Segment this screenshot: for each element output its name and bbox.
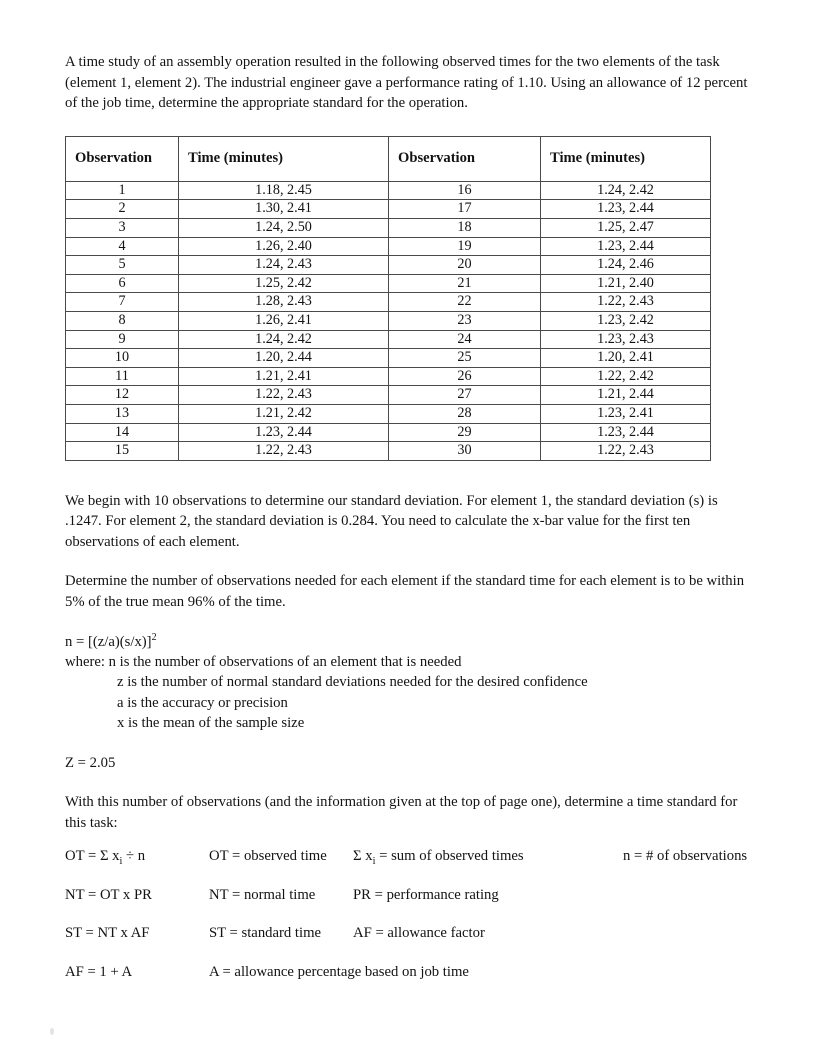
cell-time-left: 1.24, 2.50 bbox=[179, 218, 389, 237]
cell-time-left: 1.22, 2.43 bbox=[179, 386, 389, 405]
cell-time-right: 1.23, 2.44 bbox=[541, 200, 711, 219]
cell-observation-left: 15 bbox=[66, 442, 179, 461]
cell-time-left: 1.25, 2.42 bbox=[179, 274, 389, 293]
table-row bbox=[66, 423, 711, 442]
cell-observation-right: 30 bbox=[389, 442, 541, 461]
cell-observation-right: 18 bbox=[389, 218, 541, 237]
table-body bbox=[66, 181, 711, 460]
with-this-number-paragraph: With this number of observations (and the information given at the top of page one), determine a time standard for this task: bbox=[65, 794, 738, 831]
cell-observation-right: 26 bbox=[389, 367, 541, 386]
definition-term: A = allowance percentage based on job time bbox=[209, 963, 469, 980]
table-row bbox=[66, 311, 711, 330]
n-equation-exponent: 2 bbox=[151, 631, 157, 643]
cell-time-left: 1.22, 2.43 bbox=[179, 442, 389, 461]
cell-time-right: 1.23, 2.42 bbox=[541, 311, 711, 330]
table-row bbox=[66, 200, 711, 219]
definition-row bbox=[65, 962, 755, 982]
table-header-row bbox=[66, 136, 711, 181]
observation-time-table bbox=[65, 136, 711, 461]
cell-observation-left: 8 bbox=[66, 311, 179, 330]
cell-observation-right: 25 bbox=[389, 349, 541, 368]
cell-observation-left: 10 bbox=[66, 349, 179, 368]
cell-observation-left: 13 bbox=[66, 404, 179, 423]
cell-observation-right: 21 bbox=[389, 274, 541, 293]
cell-observation-left: 11 bbox=[66, 367, 179, 386]
table-row bbox=[66, 386, 711, 405]
table-row bbox=[66, 442, 711, 461]
cell-time-right: 1.24, 2.46 bbox=[541, 256, 711, 275]
cell-observation-left: 3 bbox=[66, 218, 179, 237]
z-value: Z = 2.05 bbox=[65, 754, 116, 771]
table-row bbox=[66, 274, 711, 293]
cell-time-right: 1.22, 2.43 bbox=[541, 442, 711, 461]
intro-paragraph: A time study of an assembly operation resulted in the following observed times for the two elements of the task (element 1, element 2). The industrial engineer gave a performance rating of 1.10. Using an allowance of 12 percent of the job time, determine the appropriate standard for the operation. bbox=[65, 54, 748, 112]
cell-observation-right: 20 bbox=[389, 256, 541, 275]
definition-extra: n = # of observations bbox=[623, 848, 748, 865]
definition-formula-suffix: ÷ n bbox=[122, 848, 146, 865]
cell-time-right: 1.23, 2.43 bbox=[541, 330, 711, 349]
cell-time-right: 1.23, 2.41 bbox=[541, 404, 711, 423]
definition-description-suffix: = sum of observed times bbox=[375, 848, 524, 865]
cell-observation-right: 22 bbox=[389, 293, 541, 312]
cell-time-left: 1.30, 2.41 bbox=[179, 200, 389, 219]
table-row bbox=[66, 330, 711, 349]
cell-observation-right: 28 bbox=[389, 404, 541, 423]
definition-term: OT = observed time bbox=[209, 848, 327, 865]
header-time-1: Time (minutes) bbox=[179, 136, 389, 181]
where-line: where: n is the number of observations of an element that is needed bbox=[65, 654, 462, 671]
definition-row bbox=[65, 885, 755, 905]
n-equation bbox=[65, 632, 755, 652]
definition-term: ST = standard time bbox=[209, 925, 322, 942]
header-observation-2: Observation bbox=[389, 136, 541, 181]
definition-x: x is the mean of the sample size bbox=[117, 715, 305, 732]
scan-artifact bbox=[50, 1028, 54, 1035]
cell-time-left: 1.21, 2.41 bbox=[179, 367, 389, 386]
definition-formula bbox=[65, 846, 209, 866]
cell-observation-right: 16 bbox=[389, 181, 541, 200]
cell-time-left: 1.24, 2.43 bbox=[179, 256, 389, 275]
definition-description bbox=[353, 846, 623, 866]
cell-time-right: 1.21, 2.44 bbox=[541, 386, 711, 405]
cell-observation-right: 19 bbox=[389, 237, 541, 256]
definition-row bbox=[65, 846, 755, 866]
cell-observation-right: 24 bbox=[389, 330, 541, 349]
table-row bbox=[66, 404, 711, 423]
definition-description-text: PR = performance rating bbox=[353, 886, 499, 903]
table-header bbox=[66, 136, 711, 181]
document-body bbox=[65, 52, 755, 1000]
definition-term: NT = normal time bbox=[209, 886, 316, 903]
cell-observation-left: 14 bbox=[66, 423, 179, 442]
definition-description-text: AF = allowance factor bbox=[353, 925, 485, 942]
header-time-2: Time (minutes) bbox=[541, 136, 711, 181]
cell-time-right: 1.24, 2.42 bbox=[541, 181, 711, 200]
cell-time-left: 1.18, 2.45 bbox=[179, 181, 389, 200]
definition-row bbox=[65, 923, 755, 943]
cell-time-left: 1.21, 2.42 bbox=[179, 404, 389, 423]
table-row bbox=[66, 349, 711, 368]
cell-observation-left: 9 bbox=[66, 330, 179, 349]
table-row bbox=[66, 237, 711, 256]
cell-observation-left: 2 bbox=[66, 200, 179, 219]
definition-formula bbox=[65, 923, 209, 943]
definition-formula-text: NT = OT x PR bbox=[65, 886, 152, 903]
cell-time-right: 1.21, 2.40 bbox=[541, 274, 711, 293]
definition-description bbox=[353, 923, 623, 943]
cell-time-left: 1.20, 2.44 bbox=[179, 349, 389, 368]
cell-time-right: 1.20, 2.41 bbox=[541, 349, 711, 368]
header-observation-1: Observation bbox=[66, 136, 179, 181]
cell-observation-left: 12 bbox=[66, 386, 179, 405]
table-row bbox=[66, 218, 711, 237]
definition-formula-subscript: i bbox=[119, 856, 123, 868]
definition-a: a is the accuracy or precision bbox=[117, 694, 288, 711]
table-row bbox=[66, 293, 711, 312]
definition-formula-text: OT = Σ x bbox=[65, 848, 120, 865]
cell-observation-left: 4 bbox=[66, 237, 179, 256]
cell-observation-right: 27 bbox=[389, 386, 541, 405]
determine-observations-paragraph: Determine the number of observations needed for each element if the standard time for each element is to be within 5% of the true mean 96% of the time. bbox=[65, 573, 745, 611]
cell-time-right: 1.22, 2.43 bbox=[541, 293, 711, 312]
table-row bbox=[66, 181, 711, 200]
cell-time-left: 1.26, 2.41 bbox=[179, 311, 389, 330]
cell-observation-right: 23 bbox=[389, 311, 541, 330]
observation-table-container bbox=[65, 136, 710, 461]
definition-z: z is the number of normal standard deviations needed for the desired confidence bbox=[117, 674, 588, 691]
definition-description-subscript: i bbox=[372, 856, 376, 868]
definition-formula-text: AF = 1 + A bbox=[65, 963, 133, 980]
standard-deviation-paragraph: We begin with 10 observations to determine our standard deviation. For element 1, the standard deviation (s) is .1247. For element 2, the standard deviation is 0.284. You need to calculate the x-bar value for the first ten observations of each element. bbox=[65, 492, 718, 550]
cell-time-right: 1.25, 2.47 bbox=[541, 218, 711, 237]
cell-observation-left: 7 bbox=[66, 293, 179, 312]
cell-time-left: 1.24, 2.42 bbox=[179, 330, 389, 349]
cell-time-left: 1.28, 2.43 bbox=[179, 293, 389, 312]
cell-time-right: 1.23, 2.44 bbox=[541, 237, 711, 256]
table-row bbox=[66, 256, 711, 275]
cell-observation-right: 17 bbox=[389, 200, 541, 219]
cell-time-right: 1.23, 2.44 bbox=[541, 423, 711, 442]
cell-observation-left: 6 bbox=[66, 274, 179, 293]
cell-observation-left: 5 bbox=[66, 256, 179, 275]
cell-time-right: 1.22, 2.42 bbox=[541, 367, 711, 386]
definition-formula bbox=[65, 962, 209, 982]
n-equation-text: n = [(z/a)(s/x)] bbox=[65, 633, 152, 650]
cell-time-left: 1.23, 2.44 bbox=[179, 423, 389, 442]
definition-description-text: Σ x bbox=[353, 848, 373, 865]
cell-time-left: 1.26, 2.40 bbox=[179, 237, 389, 256]
definition-formula bbox=[65, 885, 209, 905]
cell-observation-left: 1 bbox=[66, 181, 179, 200]
definitions-block bbox=[65, 846, 755, 982]
definition-description bbox=[353, 885, 623, 905]
table-row bbox=[66, 367, 711, 386]
definition-formula-text: ST = NT x AF bbox=[65, 925, 150, 942]
cell-observation-right: 29 bbox=[389, 423, 541, 442]
